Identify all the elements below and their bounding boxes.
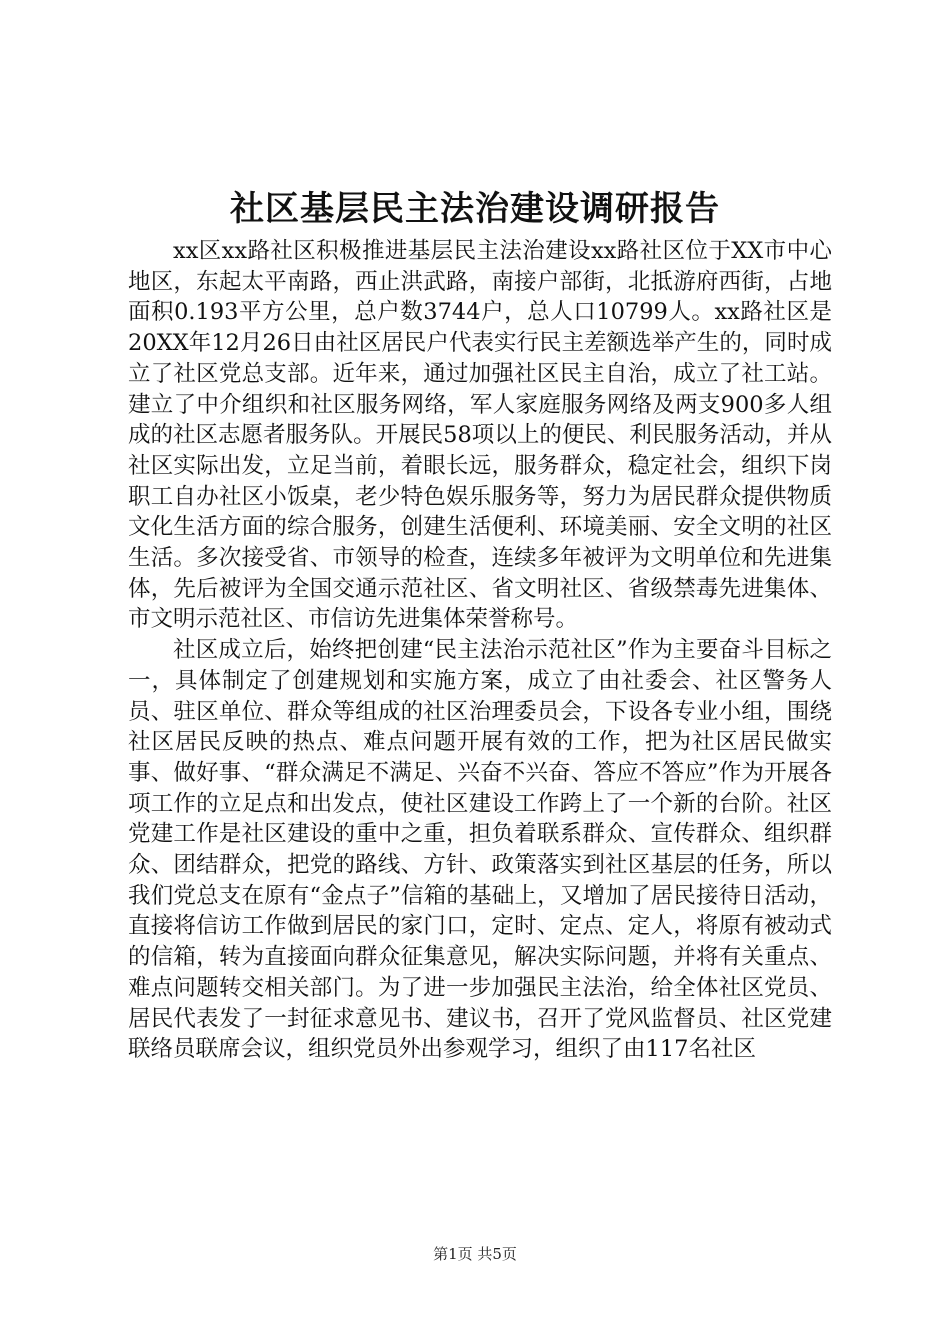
document-body bbox=[128, 236, 832, 1065]
document-title: 社区基层民主法治建设调研报告 bbox=[230, 189, 720, 229]
paragraph: 社区成立后，始终把创建“民主法治示范社区”作为主要奋斗目标之一，具体制定了创建规划和实施方案，成立了由社委会、社区警务人员、驻区单位、群众等组成的社区治理委员会，下设各专业小组，围绕社区居民反映的热点、难点问题开展有效的工作，把为社区居民做实事、做好事、“群众满足不满足、兴奋不兴奋、答应不答应”作为开展各项工作的立足点和出发点，使社区建设工作跨上了一个新的台阶。社区党建工作是社区建设的重中之重，担负着联系群众、宣传群众、组织群众、团结群众，把党的路线、方针、政策落实到社区基层的任务，所以我们党总支在原有“金点子”信箱的基础上，又增加了居民接待日活动，直接将信访工作做到居民的家门口，定时、定点、定人，将原有被动式的信箱，转为直接面向群众征集意见，解决实际问题，并将有关重点、难点问题转交相关部门。为了进一步加强民主法治，给全体社区党员、居民代表发了一封征求意见书、建议书，召开了党风监督员、社区党建联络员联席会议，组织党员外出参观学习，组织了由117名社区 bbox=[128, 637, 832, 1063]
paragraph: xx区xx路社区积极推进基层民主法治建设xx路社区位于XX市中心地区，东起太平南路，西止洪武路，南接户部街，北抵游府西街，占地面积0.193平方公里，总户数3744户，总人口10799人。xx路社区是20XX年12月26日由社区居民户代表实行民主差额选举产生的，同时成立了社区党总支部。近年来，通过加强社区民主自治，成立了社工站。建立了中介组织和社区服务网络，军人家庭服务网络及两支900多人组成的社区志愿者服务队。开展民58项以上的便民、利民服务活动，并从社区实际出发，立足当前，着眼长远，服务群众，稳定社会，组织下岗职工自办社区小饭桌，老少特色娱乐服务等，努力为居民群众提供物质文化生活方面的综合服务，创建生活便利、环境美丽、安全文明的社区生活。多次接受省、市领导的检查，连续多年被评为文明单位和先进集体，先后被评为全国交通示范社区、省文明社区、省级禁毒先进集体、市文明示范社区、市信访先进集体荣誉称号。 bbox=[128, 238, 832, 633]
page-number: 第1页 共5页 bbox=[433, 1245, 517, 1263]
